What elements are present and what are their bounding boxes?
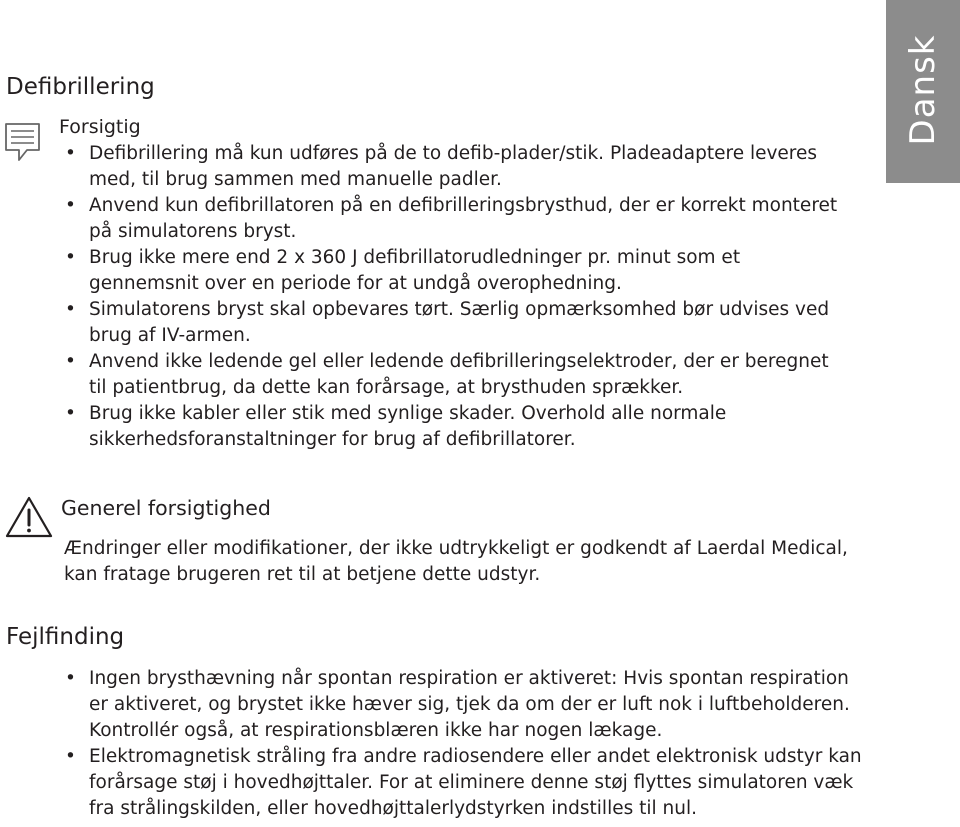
bullet: • — [65, 403, 76, 424]
list-item: • Simulatorens bryst skal opbevares tørt. Særlig opmærksomhed bør udvises ved brug af IV-armen. — [65, 299, 830, 346]
list-item: • Brug ikke mere end 2 x 360 J defibrillatorudledninger pr. minut som et gennemsnit over en periode for at undgå overophedning. — [65, 247, 741, 294]
caution-label: Forsigtig — [59, 116, 141, 138]
troubleshooting-heading: Fejlfinding — [6, 624, 125, 650]
bullet: • — [65, 195, 76, 216]
bullet: • — [65, 143, 76, 164]
general-caution-heading: Generel forsigtighed — [61, 496, 271, 520]
list-item: • Anvend kun defibrillatoren på en defibrilleringsbrysthud, der er korrekt monteret på simulatorens bryst. — [65, 195, 838, 242]
list-item: • Anvend ikke ledende gel eller ledende defibrilleringselektroder, der er beregnet til patientbrug, da dette kan forårsage, at brysthuden sprækker. — [65, 351, 829, 398]
bullet: • — [65, 299, 76, 320]
defibrillation-heading: Defibrillering — [6, 74, 155, 100]
troubleshooting-list — [62, 666, 862, 822]
warning-icon — [4, 495, 54, 539]
bullet: • — [65, 351, 76, 372]
general-caution-text: Ændringer eller modifikationer, der ikke udtrykkeligt er godkendt af Laerdal Medical, kan fratage brugeren ret til at betjene dette udstyr. — [64, 538, 848, 585]
bullet: • — [65, 746, 76, 767]
list-item: • Brug ikke kabler eller stik med synlige skader. Overhold alle normale sikkerhedsforanstaltninger for brug af defibrillatorer. — [65, 403, 727, 450]
bullet: • — [65, 668, 76, 689]
list-item: • Elektromagnetisk stråling fra andre radiosendere eller andet elektronisk udstyr kan forårsage støj i hovedhøjttaler. For at eliminere denne støj flyttes simulatoren væk fra strålingskilden, eller hovedhøjttalerlydstyrken indstilles til nul. — [65, 746, 862, 819]
language-tab — [886, 0, 960, 183]
language-tab-label: Dansk — [903, 34, 943, 146]
note-icon — [3, 120, 43, 166]
list-item: • Defibrillering må kun udføres på de to defib-plader/stik. Pladeadaptere leveres med, til brug sammen med manuelle padler. — [65, 143, 818, 190]
list-item: • Ingen brysthævning når spontan respiration er aktiveret: Hvis spontan respiration er aktiveret, og brystet ikke hæver sig, tjek da om der er luft nok i luftbeholderen. Kontrollér også, at respirationsblæren ikke har nogen lækage. — [65, 668, 850, 741]
bullet: • — [65, 247, 76, 268]
defibrillation-caution-list — [62, 141, 852, 453]
